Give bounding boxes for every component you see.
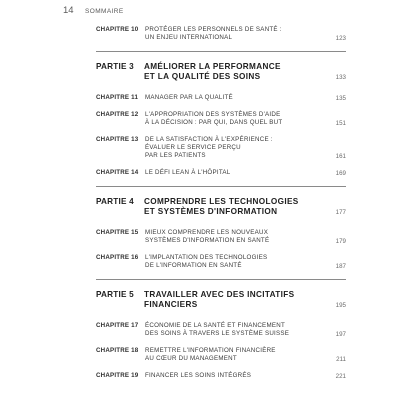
part-title	[144, 290, 346, 309]
chapter-title-line: PAR LES PATIENTS	[145, 152, 206, 159]
spacer	[96, 309, 346, 322]
part-page-number: 195	[335, 301, 346, 309]
chapter-title-line: UN ENJEU INTERNATIONAL	[145, 34, 233, 41]
chapter-title	[144, 229, 346, 245]
chapter-title-line: PROTÉGER LES PERSONNELS DE SANTÉ :	[145, 26, 282, 33]
part-title-line: ET LA QUALITÉ DES SOINS	[144, 71, 261, 81]
part-title-line: ET SYSTÈMES D'INFORMATION	[144, 206, 278, 216]
part-page-number: 177	[335, 208, 346, 216]
part-label: PARTIE 3	[96, 62, 134, 71]
chapter-title	[144, 169, 346, 177]
spacer	[96, 338, 346, 347]
chapter-page-number: 221	[335, 373, 346, 380]
toc-chapter-entry[interactable]	[96, 372, 346, 380]
table-of-contents	[96, 26, 346, 380]
chapter-title	[144, 372, 346, 380]
chapter-page-number: 151	[335, 120, 346, 127]
part-page-number: 133	[335, 73, 346, 81]
toc-chapter-entry[interactable]	[96, 322, 346, 338]
chapter-label: CHAPITRE 16	[96, 254, 139, 261]
running-head: SOMMAIRE	[85, 8, 124, 15]
part-title-line: AMÉLIORER LA PERFORMANCE	[144, 62, 281, 71]
chapter-title-line: MANAGER PAR LA QUALITÉ	[145, 94, 233, 101]
chapter-title-line: ÉVALUER LE SERVICE PERÇU	[145, 144, 241, 151]
toc-part-entry[interactable]	[96, 197, 346, 216]
chapter-page-number: 123	[335, 35, 346, 42]
toc-part-entry[interactable]	[96, 62, 346, 81]
toc-chapter-entry[interactable]	[96, 26, 346, 42]
chapter-label: CHAPITRE 15	[96, 229, 139, 236]
chapter-page-number: 187	[335, 263, 346, 270]
chapter-title-line: AU CŒUR DU MANAGEMENT	[145, 355, 237, 362]
chapter-title	[144, 111, 346, 127]
toc-chapter-entry[interactable]	[96, 254, 346, 270]
spacer	[96, 245, 346, 254]
chapter-page-number: 169	[335, 170, 346, 177]
spacer	[96, 102, 346, 111]
chapter-title-line: DE L'INFORMATION EN SANTÉ	[145, 262, 242, 269]
toc-chapter-entry[interactable]	[96, 111, 346, 127]
spacer	[96, 216, 346, 229]
chapter-label: CHAPITRE 13	[96, 136, 139, 143]
part-label: PARTIE 4	[96, 197, 134, 206]
chapter-title	[144, 254, 346, 270]
chapter-page-number: 135	[335, 95, 346, 102]
chapter-title-line: À LA DÉCISION : PAR QUI, DANS QUEL BUT	[145, 119, 283, 126]
spacer	[96, 81, 346, 94]
chapter-title	[144, 347, 346, 363]
page-number: 14	[63, 5, 74, 16]
section-divider	[96, 279, 346, 280]
toc-chapter-entry[interactable]	[96, 136, 346, 160]
page-header	[63, 5, 124, 16]
toc-chapter-entry[interactable]	[96, 347, 346, 363]
chapter-title	[144, 322, 346, 338]
chapter-title-line: SYSTÈMES D'INFORMATION EN SANTÉ	[145, 237, 270, 244]
part-title-line: COMPRENDRE LES TECHNOLOGIES	[144, 197, 299, 206]
spacer	[96, 160, 346, 169]
chapter-title	[144, 94, 346, 102]
chapter-title-line: FINANCER LES SOINS INTÉGRÉS	[145, 372, 252, 379]
chapter-title-line: L'APPROPRIATION DES SYSTÈMES D'AIDE	[145, 111, 281, 118]
section-divider	[96, 51, 346, 52]
chapter-label: CHAPITRE 18	[96, 347, 139, 354]
part-title-line: TRAVAILLER AVEC DES INCITATIFS	[144, 290, 295, 299]
chapter-title	[144, 26, 346, 42]
toc-chapter-entry[interactable]	[96, 94, 346, 102]
chapter-page-number: 211	[336, 356, 346, 363]
part-title	[144, 197, 346, 216]
chapter-label: CHAPITRE 10	[96, 26, 139, 33]
chapter-title-line: MIEUX COMPRENDRE LES NOUVEAUX	[145, 229, 269, 236]
chapter-title-line: ÉCONOMIE DE LA SANTÉ ET FINANCEMENT	[145, 322, 285, 329]
spacer	[96, 363, 346, 372]
chapter-title-line: DES SOINS À TRAVERS LE SYSTÈME SUISSE	[145, 330, 290, 337]
chapter-title-line: DE LA SATISFACTION À L'EXPÉRIENCE :	[145, 136, 273, 143]
chapter-title-line: LE DÉFI LEAN À L'HÔPITAL	[145, 169, 231, 176]
part-title	[144, 62, 346, 81]
part-title-line: FINANCIERS	[144, 299, 198, 309]
toc-chapter-entry[interactable]	[96, 229, 346, 245]
chapter-page-number: 161	[335, 153, 346, 160]
spacer	[96, 127, 346, 136]
chapter-label: CHAPITRE 17	[96, 322, 139, 329]
toc-part-entry[interactable]	[96, 290, 346, 309]
chapter-label: CHAPITRE 12	[96, 111, 139, 118]
part-label: PARTIE 5	[96, 290, 134, 299]
chapter-title-line: REMETTRE L'INFORMATION FINANCIÈRE	[145, 347, 276, 354]
toc-chapter-entry[interactable]	[96, 169, 346, 177]
chapter-title	[144, 136, 346, 160]
section-divider	[96, 186, 346, 187]
chapter-title-line: L'IMPLANTATION DES TECHNOLOGIES	[145, 254, 268, 261]
chapter-label: CHAPITRE 11	[96, 94, 139, 101]
chapter-label: CHAPITRE 19	[96, 372, 139, 379]
chapter-label: CHAPITRE 14	[96, 169, 139, 176]
chapter-page-number: 197	[335, 331, 346, 338]
chapter-page-number: 179	[335, 238, 346, 245]
